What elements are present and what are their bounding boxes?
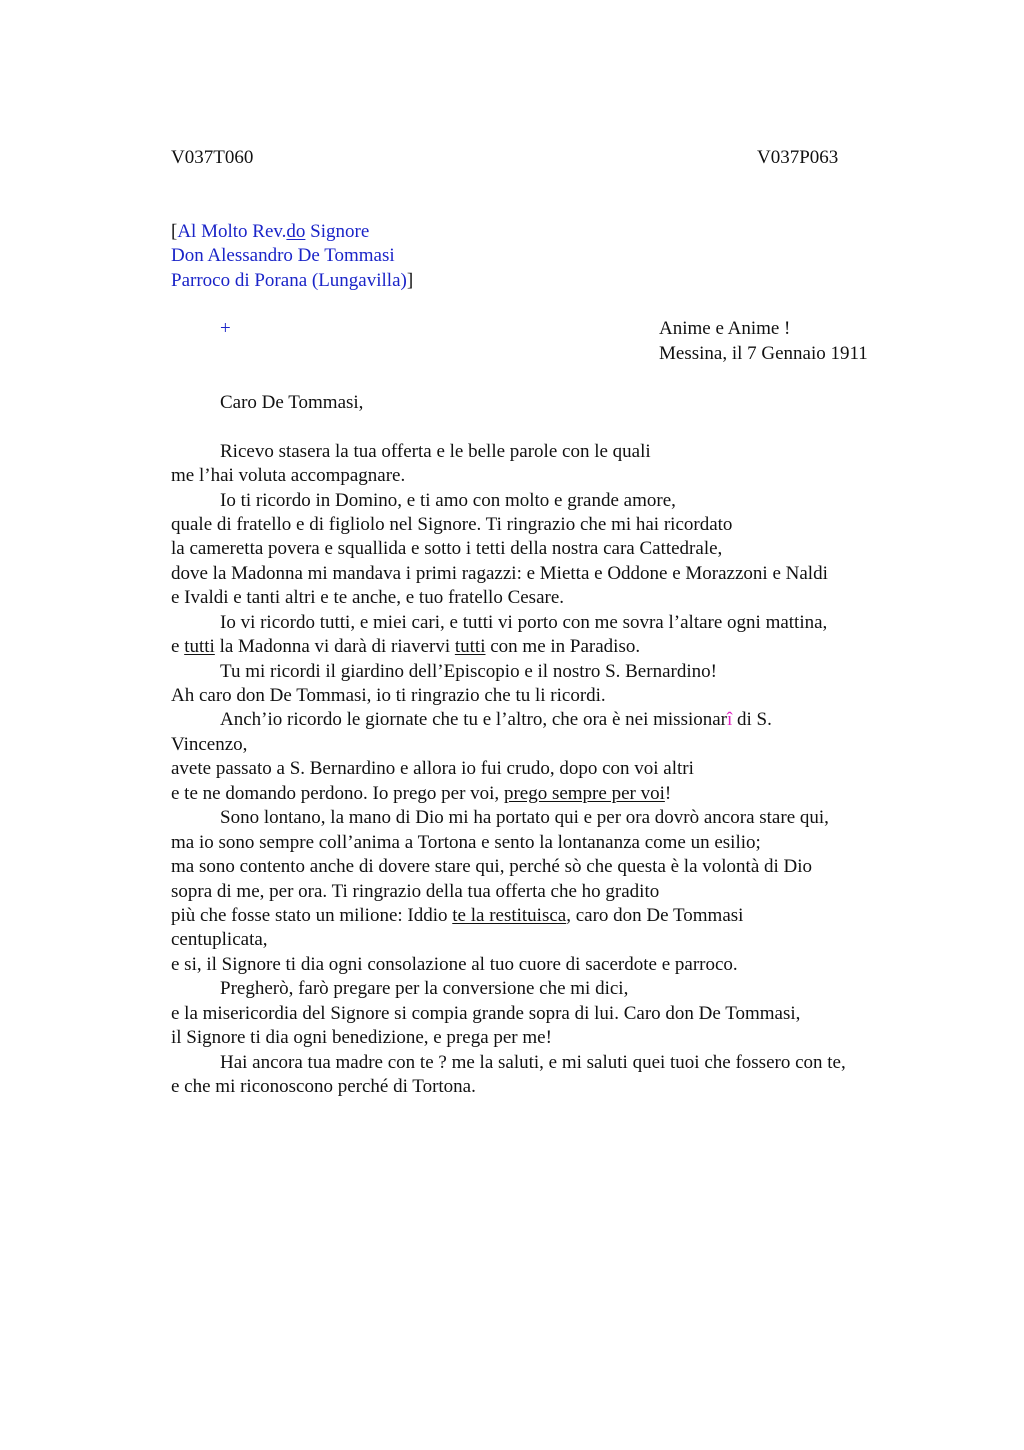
highlighted-char: î <box>727 709 733 730</box>
body-line: dove la Madonna mi mandava i primi ragazzi: e Mietta e Oddone e Morazzoni e Naldi <box>171 563 828 584</box>
body-line: il Signore ti dia ogni benedizione, e prega per me! <box>171 1027 552 1048</box>
body-line: Hai ancora tua madre con te ? me la saluti, e mi saluti quei tuoi che fossero con te, <box>220 1052 846 1073</box>
body-line: e Ivaldi e tanti altri e te anche, e tuo fratello Cesare. <box>171 587 565 608</box>
body-line: e la misericordia del Signore si compia grande sopra di lui. Caro don De Tommasi, <box>171 1003 801 1024</box>
text-span: ! <box>664 783 672 804</box>
text-span: , caro don De Tommasi <box>566 905 744 926</box>
text-span: Anch’io ricordo le giornate che tu e l’altro, che ora è nei missionar <box>220 709 727 730</box>
body-line <box>171 635 640 659</box>
body-line: Ah caro don De Tommasi, io ti ringrazio che tu li ricordi. <box>171 685 606 706</box>
body-line: Io ti ricordo in Domino, e ti amo con molto e grande amore, <box>220 490 676 511</box>
text-span: la Madonna vi darà di riavervi <box>214 636 455 657</box>
salutation: Caro De Tommasi, <box>220 392 364 413</box>
underlined-text: tutti <box>184 636 215 657</box>
underlined-text: prego sempre per voi <box>503 783 665 804</box>
address-line-1 <box>171 220 369 244</box>
body-line: Io vi ricordo tutti, e miei cari, e tutti vi porto con me sovra l’altare ogni mattina, <box>220 612 828 633</box>
text-span: di S. <box>732 709 772 730</box>
body-line: e si, il Signore ti dia ogni consolazione al tuo cuore di sacerdote e parroco. <box>171 954 738 975</box>
body-line: Tu mi ricordi il giardino dell’Episcopio e il nostro S. Bernardino! <box>220 661 717 682</box>
body-line <box>220 708 772 732</box>
address-title-superscript: do <box>286 221 306 242</box>
body-line: Ricevo stasera la tua offerta e le belle parole con le quali <box>220 441 651 462</box>
address-line-2: Don Alessandro De Tommasi <box>171 245 395 266</box>
address-title-end: Signore <box>305 221 370 242</box>
body-line: centuplicata, <box>171 929 268 950</box>
close-bracket: ] <box>406 270 414 291</box>
address-parish: Parroco di Porana (Lungavilla) <box>171 270 407 291</box>
body-line: e che mi riconoscono perché di Tortona. <box>171 1076 476 1097</box>
body-line: me l’hai voluta accompagnare. <box>171 465 406 486</box>
body-line: Vincenzo, <box>171 734 248 755</box>
text-span: con me in Paradiso. <box>485 636 641 657</box>
open-bracket: [ <box>171 221 178 242</box>
body-line <box>171 782 671 806</box>
body-line: Pregherò, farò pregare per la conversione che mi dici, <box>220 978 629 999</box>
archive-code-right: V037P063 <box>757 147 839 168</box>
underlined-text: te la restituisca <box>452 905 567 926</box>
body-line: Sono lontano, la mano di Dio mi ha portato qui e per ora dovrò ancora stare qui, <box>220 807 829 828</box>
text-span: e te ne domando perdono. Io prego per voi, <box>171 783 504 804</box>
address-title: Al Molto Rev. <box>177 221 287 242</box>
body-line <box>171 904 743 928</box>
body-line: quale di fratello e di figliolo nel Signore. Ti ringrazio che mi hai ricordato <box>171 514 733 535</box>
motto: Anime e Anime ! <box>659 318 791 339</box>
place-date: Messina, il 7 Gennaio 1911 <box>659 343 868 364</box>
cross-symbol: + <box>220 318 231 339</box>
underlined-text: tutti <box>454 636 486 657</box>
text-span: e <box>171 636 185 657</box>
body-line: ma sono contento anche di dovere stare qui, perché sò che questa è la volontà di Dio <box>171 856 813 877</box>
body-line: avete passato a S. Bernardino e allora io fui crudo, dopo con voi altri <box>171 758 694 779</box>
body-line: sopra di me, per ora. Ti ringrazio della tua offerta che ho gradito <box>171 881 660 902</box>
text-span: più che fosse stato un milione: Iddio <box>171 905 453 926</box>
body-line: la cameretta povera e squallida e sotto i tetti della nostra cara Cattedrale, <box>171 538 723 559</box>
body-line: ma io sono sempre coll’anima a Tortona e sento la lontananza come un esilio; <box>171 832 761 853</box>
address-line-3 <box>171 269 413 293</box>
archive-code-left: V037T060 <box>171 147 254 168</box>
